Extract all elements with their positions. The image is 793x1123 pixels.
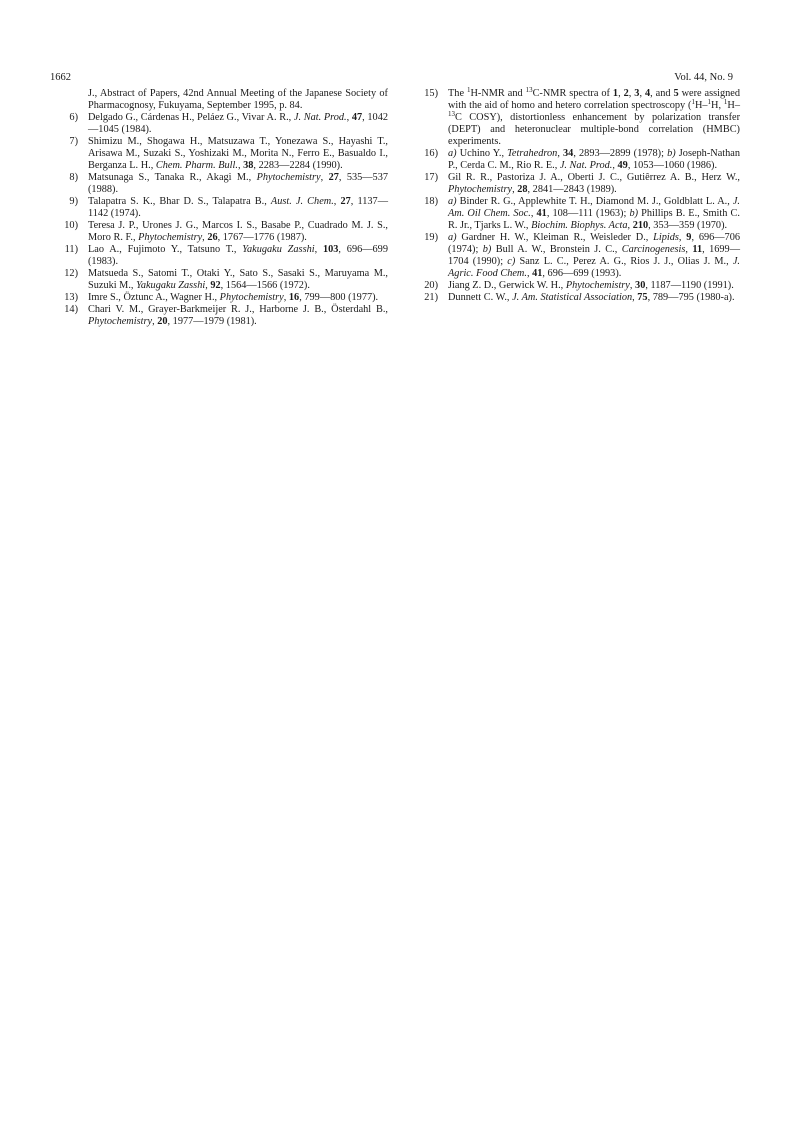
reference-volume: 210	[632, 220, 649, 231]
sub-reference-label: b)	[667, 148, 676, 159]
superscript: 1	[466, 86, 471, 94]
reference-journal: Biochim. Biophys. Acta	[531, 220, 628, 231]
reference-journal: Aust. J. Chem.	[270, 196, 334, 207]
reference-volume: 20	[157, 316, 168, 327]
reference-authors: Shimizu M., Shogawa H., Matsuzawa T., Yonezawa S., Hayashi T., Arisawa M., Suzaki S., Yoshizaki M., Morita N., Ferro E., Basualdo I., Berganza L. H.,	[88, 136, 388, 171]
reference-pages: , 2893—2899 (1978);	[573, 148, 668, 159]
reference-number: 20)	[424, 280, 438, 291]
page-number: 1662	[50, 72, 71, 83]
reference-pages: , 1042—1045 (1984).	[88, 112, 389, 135]
reference-pages: , 789—795 (1980-a).	[647, 292, 735, 303]
reference-text: C-NMR spectra of	[532, 88, 613, 99]
reference-text: The	[448, 88, 467, 99]
reference-authors: Sanz L. C., Perez A. G., Rios J. J., Olias J. M.,	[515, 256, 733, 267]
reference-number: 11)	[64, 244, 78, 255]
reference-text: H–	[727, 100, 740, 111]
reference-authors: Imre S., Öztunc A., Wagner H.,	[88, 292, 220, 303]
reference-journal: Phytochemistry	[256, 172, 321, 183]
reference-9	[50, 196, 388, 220]
reference-separator: ,	[205, 280, 211, 291]
reference-volume: 41	[532, 268, 543, 279]
reference-text: ,	[628, 88, 635, 99]
compound-number: 5	[673, 88, 679, 99]
reference-authors: Teresa J. P., Urones J. G., Marcos I. S., Basabe P., Cuadrado M. J. S., Moro R. F.,	[88, 220, 388, 243]
reference-volume: 30	[635, 280, 646, 291]
reference-separator: ,	[283, 292, 289, 303]
reference-number: 18)	[424, 196, 438, 207]
reference-volume: 47	[351, 112, 363, 123]
reference-21: 21) Dunnett C. W., J. Am. Statistical Association, 75, 789—795 (1980-a).	[410, 292, 740, 304]
reference-volume: 41	[536, 208, 547, 219]
reference-separator: ,	[152, 316, 158, 327]
reference-text: H–	[694, 100, 708, 111]
reference-pages: , 1767—1776 (1987).	[217, 232, 307, 243]
reference-number: 19)	[424, 232, 438, 243]
reference-pages: , 2283—2284 (1990).	[253, 160, 343, 171]
reference-journal: J. Agric. Food Chem.	[448, 256, 740, 279]
reference-volume: 75	[637, 292, 648, 303]
reference-authors: Jiang Z. D., Gerwick W. H.,	[448, 280, 566, 291]
superscript: 13	[448, 110, 455, 118]
reference-text: H-NMR and	[470, 88, 526, 99]
reference-number: 8)	[69, 172, 78, 183]
reference-journal: Yakugaku Zasshi	[136, 280, 206, 291]
reference-17: 17) Gil R. R., Pastoriza J. A., Oberti J. C., Gutiêrrez A. B., Herz W., Phytochemistry, 28, 2841—2843 (1989).	[410, 172, 740, 196]
reference-pages: , 696—706 (1974);	[448, 232, 741, 255]
reference-text: ,	[618, 88, 624, 99]
reference-journal: Carcinogenesis	[621, 244, 686, 255]
reference-separator: ,	[346, 112, 352, 123]
reference-number: 9)	[69, 196, 78, 207]
reference-authors: Uchino Y.,	[456, 148, 508, 159]
reference-journal: Chem. Pharm. Bull.	[155, 160, 238, 171]
reference-authors: Matsunaga S., Tanaka R., Akagi M.,	[88, 172, 257, 183]
reference-number: 6)	[69, 112, 78, 123]
reference-number: 16)	[424, 148, 438, 159]
reference-pages: , 1187—1190 (1991).	[645, 280, 734, 291]
reference-separator: ,	[237, 160, 244, 171]
reference-volume: 9	[686, 232, 692, 243]
reference-pages: , 1137—1142 (1974).	[88, 196, 388, 219]
reference-authors: Chari V. M., Grayer-Barkmeijer R. J., Harborne J. B., Österdahl B.,	[88, 304, 388, 315]
reference-number: 13)	[64, 292, 78, 303]
reference-number: 21)	[424, 292, 438, 303]
reference-authors: Gardner H. W., Kleiman R., Weisleder D.,	[456, 232, 654, 243]
reference-authors: Joseph-Nathan P., Cerda C. M., Rio R. E.,	[448, 148, 740, 171]
reference-volume: 16	[288, 292, 300, 303]
reference-pages: , 696—699 (1983).	[88, 244, 388, 267]
reference-journal: Tetrahedron	[507, 148, 558, 159]
reference-pages: , 1053—1060 (1986).	[627, 160, 718, 171]
sub-reference-label: a)	[448, 148, 457, 159]
references-left-column	[50, 88, 388, 328]
reference-6	[50, 112, 388, 136]
reference-20: 20) Jiang Z. D., Gerwick W. H., Phytochemistry, 30, 1187—1190 (1991).	[410, 280, 740, 292]
reference-18: 18) a) Binder R. G., Applewhite T. H., Diamond M. J., Goldblatt L. A., J. Am. Oil Chem. Soc., 41, 108—111 (1963); b) Phillips B. E., Smith C. R. Jr., Tjarks L. W., Biochim. Biophys. Acta, 210, 353—359 (1970).	[410, 196, 740, 232]
reference-authors: Talapatra S. K., Bhar D. S., Talapatra B.,	[88, 196, 271, 207]
sub-reference-label: a)	[448, 196, 457, 207]
reference-journal: Phytochemistry	[565, 280, 630, 291]
reference-authors: Delgado G., Cárdenas H., Peláez G., Vivar A. R.,	[88, 112, 294, 123]
reference-journal: Phytochemistry	[138, 232, 203, 243]
reference-text: ,	[639, 88, 645, 99]
compound-number: 3	[634, 88, 640, 99]
reference-pages: , 2841—2843 (1989).	[527, 184, 617, 195]
reference-authors: Binder R. G., Applewhite T. H., Diamond M. J., Goldblatt L. A.,	[456, 196, 733, 207]
reference-15	[410, 88, 740, 148]
superscript: 1	[707, 98, 712, 106]
reference-journal: J. Nat. Prod.	[293, 112, 347, 123]
reference-volume: 49	[617, 160, 628, 171]
sub-reference-label: c)	[507, 256, 516, 267]
reference-number: 15)	[424, 88, 438, 99]
reference-pages: , 1977—1979 (1981).	[167, 316, 257, 327]
reference-separator: ,	[202, 232, 208, 243]
reference-text: H,	[711, 100, 724, 111]
reference-volume: 92	[210, 280, 221, 291]
reference-7	[50, 136, 388, 172]
sub-reference-label: b)	[482, 244, 492, 255]
reference-pages: , 696—699 (1993).	[542, 268, 622, 279]
reference-pages: , 1699—1704 (1990);	[448, 244, 740, 267]
reference-separator: ,	[333, 196, 341, 207]
sub-reference-label: b)	[629, 208, 639, 219]
reference-volume: 28	[517, 184, 528, 195]
reference-number: 12)	[64, 268, 78, 279]
reference-volume: 27	[340, 196, 351, 207]
reference-authors: Lao A., Fujimoto Y., Tatsuno T.,	[88, 244, 243, 255]
reference-pages: , 1564—1566 (1972).	[220, 280, 310, 291]
superscript: 1	[723, 98, 728, 106]
reference-pages: , 799—800 (1977).	[299, 292, 379, 303]
reference-text: C COSY), distortionless enhancement by polarization transfer (DEPT) and heteronuclear multiple-bond correlation (HMBC) experiments.	[448, 112, 740, 147]
reference-volume: 26	[207, 232, 218, 243]
reference-journal: J. Am. Statistical Association	[512, 292, 633, 303]
reference-volume: 38	[243, 160, 254, 171]
references-right-column	[410, 88, 740, 304]
reference-text: , and	[650, 88, 674, 99]
reference-journal: J. Am. Oil Chem. Soc.	[448, 196, 740, 219]
reference-journal: Phytochemistry	[219, 292, 284, 303]
reference-volume: 27	[328, 172, 339, 183]
reference-number: 17)	[424, 172, 438, 183]
reference-separator: ,	[314, 244, 323, 255]
volume-label: Vol. 44, No. 9	[674, 72, 733, 83]
reference-pages: , 108—111 (1963);	[546, 208, 630, 219]
reference-13	[50, 292, 388, 304]
compound-number: 2	[623, 88, 629, 99]
reference-number: 10)	[64, 220, 78, 231]
reference-journal: Phytochemistry	[448, 184, 513, 195]
superscript: 13	[525, 86, 533, 94]
reference-19: 19) a) Gardner H. W., Kleiman R., Weisleder D., Lipids, 9, 696—706 (1974); b) Bull A. W., Bronstein J. C., Carcinogenesis, 11, 1699—1704 (1990); c) Sanz L. C., Perez A. G., Rios J. J., Olias J. M., J. Agric. Food Chem., 41, 696—699 (1993).	[410, 232, 740, 280]
reference-11	[50, 244, 388, 268]
compound-number: 1	[612, 88, 619, 99]
reference-16: 16) a) Uchino Y., Tetrahedron, 34, 2893—2899 (1978); b) Joseph-Nathan P., Cerda C. M., Rio R. E., J. Nat. Prod., 49, 1053—1060 (1986).	[410, 148, 740, 172]
reference-volume: 103	[322, 244, 339, 255]
reference-authors: Bull A. W., Bronstein J. C.,	[491, 244, 622, 255]
reference-number: 7)	[69, 136, 78, 147]
reference-journal: Phytochemistry	[88, 316, 153, 327]
superscript: 1	[691, 98, 695, 106]
reference-8	[50, 172, 388, 196]
reference-separator: ,	[320, 172, 329, 183]
reference-12	[50, 268, 388, 292]
reference-volume: 34	[563, 148, 574, 159]
reference-authors: Matsueda S., Satomi T., Otaki Y., Sato S., Sasaki S., Maruyama M., Suzuki M.,	[88, 268, 388, 291]
reference-number: 14)	[64, 304, 78, 315]
reference-continuation: J., Abstract of Papers, 42nd Annual Meeting of the Japanese Society of Pharmacognosy, Fukuyama, September 1995, p. 84.	[88, 88, 388, 111]
reference-journal: Yakugaku Zasshi	[242, 244, 315, 255]
reference-authors: Gil R. R., Pastoriza J. A., Oberti J. C., Gutiêrrez A. B., Herz W.,	[448, 172, 740, 183]
reference-14	[50, 304, 388, 328]
reference-journal: J. Nat. Prod.	[559, 160, 613, 171]
reference-journal: Lipids	[653, 232, 679, 243]
reference-authors: Phillips B. E., Smith C. R. Jr., Tjarks L. W.,	[448, 208, 740, 231]
reference-pages: , 353—359 (1970).	[648, 220, 728, 231]
sub-reference-label: a)	[448, 232, 457, 243]
reference-text: were assigned with the aid of homo and hetero correlation spectroscopy (	[448, 88, 740, 111]
reference-pages: , 535—537 (1988).	[88, 172, 389, 195]
reference-volume: 11	[692, 244, 703, 255]
compound-number: 4	[644, 88, 651, 99]
reference-10	[50, 220, 388, 244]
reference-authors: Dunnett C. W.,	[448, 292, 513, 303]
